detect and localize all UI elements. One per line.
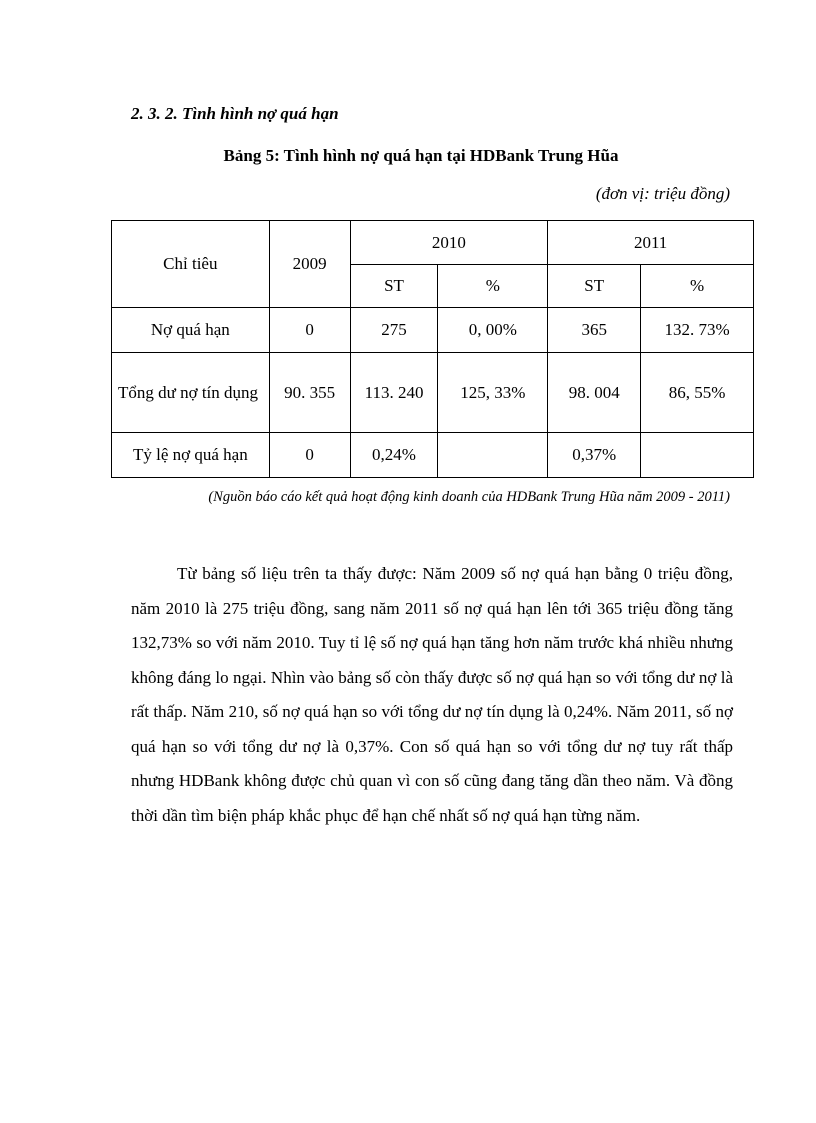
- cell-st-2011: 98. 004: [548, 353, 641, 433]
- header-2009: 2009: [269, 221, 350, 308]
- source-note: (Nguồn báo cáo kết quả hoạt động kinh doanh của HDBank Trung Hũa năm 2009 - 2011): [208, 489, 730, 505]
- row-label: Tỷ lệ nợ quá hạn: [112, 433, 270, 478]
- cell-pct-2011: [641, 433, 754, 478]
- section-heading: 2. 3. 2. Tình hình nợ quá hạn: [131, 104, 339, 123]
- cell-st-2010: 113. 240: [350, 353, 438, 433]
- cell-st-2010: 0,24%: [350, 433, 438, 478]
- cell-2009: 0: [269, 308, 350, 353]
- table-row: [112, 308, 754, 353]
- header-st-2010: ST: [350, 265, 438, 308]
- header-2010: 2010: [350, 221, 548, 265]
- table-title: Bảng 5: Tình hình nợ quá hạn tại HDBank Trung Hũa: [223, 146, 619, 165]
- cell-st-2011: 365: [548, 308, 641, 353]
- cell-pct-2011: 132. 73%: [641, 308, 754, 353]
- table-row: [112, 433, 754, 478]
- header-pct-2010: %: [438, 265, 548, 308]
- cell-2009: 90. 355: [269, 353, 350, 433]
- cell-pct-2010: 125, 33%: [438, 353, 548, 433]
- row-label: Tổng dư nợ tín dụng: [112, 353, 270, 433]
- cell-pct-2010: 0, 00%: [438, 308, 548, 353]
- header-pct-2011: %: [641, 265, 754, 308]
- cell-st-2010: 275: [350, 308, 438, 353]
- cell-2009: 0: [269, 433, 350, 478]
- header-2011: 2011: [548, 221, 754, 265]
- overdue-debt-table: [111, 220, 754, 478]
- header-st-2011: ST: [548, 265, 641, 308]
- cell-pct-2010: [438, 433, 548, 478]
- unit-note: (đơn vị: triệu đồng): [595, 184, 730, 203]
- body-paragraph: Từ bảng số liệu trên ta thấy được: Năm 2009 số nợ quá hạn bằng 0 triệu đồng, năm 2010 là 275 triệu đồng, sang năm 2011 số nợ quá hạn lên tới 365 triệu đồng tăng 132,73% so với năm 2010. Tuy tỉ lệ số nợ quá hạn tăng hơn năm trước khá nhiều nhưng không đáng lo ngại. Nhìn vào bảng số còn thấy được số nợ quá hạn so với tổng dư nợ là rất thấp. Năm 210, số nợ quá hạn so với tổng dư nợ tín dụng là 0,24%. Năm 2011, số nợ quá hạn so với tổng dư nợ là 0,37%. Con số quá hạn so với tổng dư nợ tuy rất thấp nhưng HDBank không được chủ quan vì con số cũng đang tăng dần theo năm. Và đồng thời dần tìm biện pháp khắc phục để hạn chế nhất số nợ quá hạn từng năm.: [131, 564, 733, 825]
- row-label: Nợ quá hạn: [112, 308, 270, 353]
- cell-st-2011: 0,37%: [548, 433, 641, 478]
- table-row: [112, 353, 754, 433]
- table-header-row: [112, 221, 754, 265]
- header-indicator: Chỉ tiêu: [112, 221, 270, 308]
- cell-pct-2011: 86, 55%: [641, 353, 754, 433]
